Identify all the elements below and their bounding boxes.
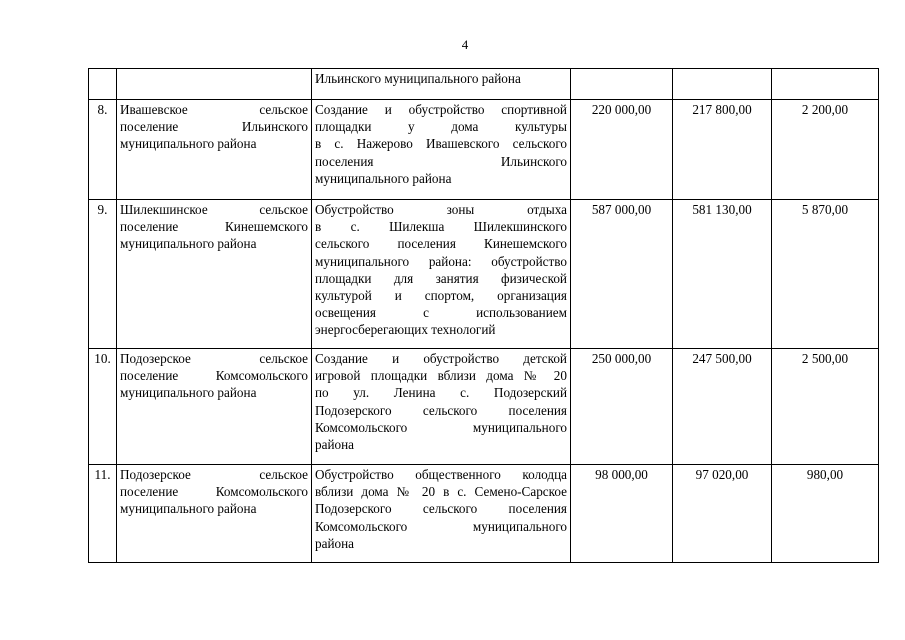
text-line: Создание и обустройство спортивной <box>315 102 567 117</box>
regional-amount-cell: 97 020,00 <box>673 465 772 563</box>
row-number-cell: 8. <box>89 100 117 200</box>
text-line: муниципального района <box>315 170 452 186</box>
local-amount-cell: 2 200,00 <box>772 100 879 200</box>
table-row <box>89 100 879 200</box>
description-cell <box>312 200 571 349</box>
regional-amount-cell <box>673 69 772 100</box>
text-line: освещения с использованием <box>315 305 567 321</box>
total-amount-cell <box>571 69 673 100</box>
text-line: культурой и спортом, организация <box>315 288 567 304</box>
local-amount-cell: 5 870,00 <box>772 200 879 349</box>
recipient-cell <box>117 100 312 200</box>
total-amount-cell: 220 000,00 <box>571 100 673 200</box>
row-number-cell <box>89 69 117 100</box>
text-line: в с. Нажерово Ивашевского сельского <box>315 136 567 152</box>
text-line: Подозерское сельское <box>120 467 308 482</box>
row-number-cell: 9. <box>89 200 117 349</box>
text-line: Подозерского сельского поселения <box>315 402 567 418</box>
text-line: Обустройство зоны отдыха <box>315 202 567 217</box>
description-cell <box>312 100 571 200</box>
table-row-continuation <box>89 69 879 100</box>
text-line: муниципального района <box>120 501 257 517</box>
text-line: муниципального района <box>120 236 257 252</box>
description-cell <box>312 349 571 465</box>
text-line: поселения Ильинского <box>315 153 567 169</box>
table-row <box>89 349 879 465</box>
text-line: площадки у дома культуры <box>315 119 567 135</box>
text-line: энергосберегающих технологий <box>315 322 496 338</box>
recipient-cell <box>117 200 312 349</box>
local-amount-cell: 980,00 <box>772 465 879 563</box>
local-amount-cell: 2 500,00 <box>772 349 879 465</box>
text-line: игровой площадки вблизи дома № 20 <box>315 368 567 384</box>
text-line: Подозерского сельского поселения <box>315 501 567 517</box>
row-number-cell: 10. <box>89 349 117 465</box>
text-line: муниципального района: обустройство <box>315 253 567 269</box>
regional-amount-cell: 581 130,00 <box>673 200 772 349</box>
text-line: Ивашевское сельское <box>120 102 308 117</box>
text-line: Шилекшинское сельское <box>120 202 308 217</box>
text-line: Создание и обустройство детской <box>315 351 567 366</box>
text-line: муниципального района <box>120 136 257 152</box>
text-line: сельского поселения Кинешемского <box>315 236 567 252</box>
text-line: района <box>315 437 355 453</box>
text-line: Обустройство общественного колодца <box>315 467 567 482</box>
total-amount-cell: 250 000,00 <box>571 349 673 465</box>
description-cell <box>312 465 571 563</box>
text-line: площадки для занятия физической <box>315 270 567 286</box>
text-line: Комсомольского муниципального <box>315 419 567 435</box>
recipient-cell <box>117 69 312 100</box>
text-line: в с. Шилекша Шилекшинского <box>315 219 567 235</box>
recipient-cell <box>117 465 312 563</box>
text-line: поселение Ильинского <box>120 119 308 135</box>
text-line: Подозерское сельское <box>120 351 308 366</box>
recipient-cell <box>117 349 312 465</box>
local-amount-cell <box>772 69 879 100</box>
subsidy-table <box>88 68 879 563</box>
total-amount-cell: 98 000,00 <box>571 465 673 563</box>
table-row <box>89 200 879 349</box>
total-amount-cell: 587 000,00 <box>571 200 673 349</box>
text-line: поселение Комсомольского <box>120 368 308 384</box>
text-line: Комсомольского муниципального <box>315 518 567 534</box>
page-number: 4 <box>461 37 469 52</box>
description-cell: Ильинского муниципального района <box>312 69 571 100</box>
text-line: по ул. Ленина с. Подозерский <box>315 385 567 401</box>
table-row <box>89 465 879 563</box>
row-number-cell: 11. <box>89 465 117 563</box>
regional-amount-cell: 217 800,00 <box>673 100 772 200</box>
text-line: поселение Комсомольского <box>120 484 308 500</box>
text-line: вблизи дома № 20 в с. Семено-Сарское <box>315 484 567 500</box>
regional-amount-cell: 247 500,00 <box>673 349 772 465</box>
text-line: района <box>315 535 355 551</box>
text-line: поселение Кинешемского <box>120 219 308 235</box>
text-line: муниципального района <box>120 385 257 401</box>
